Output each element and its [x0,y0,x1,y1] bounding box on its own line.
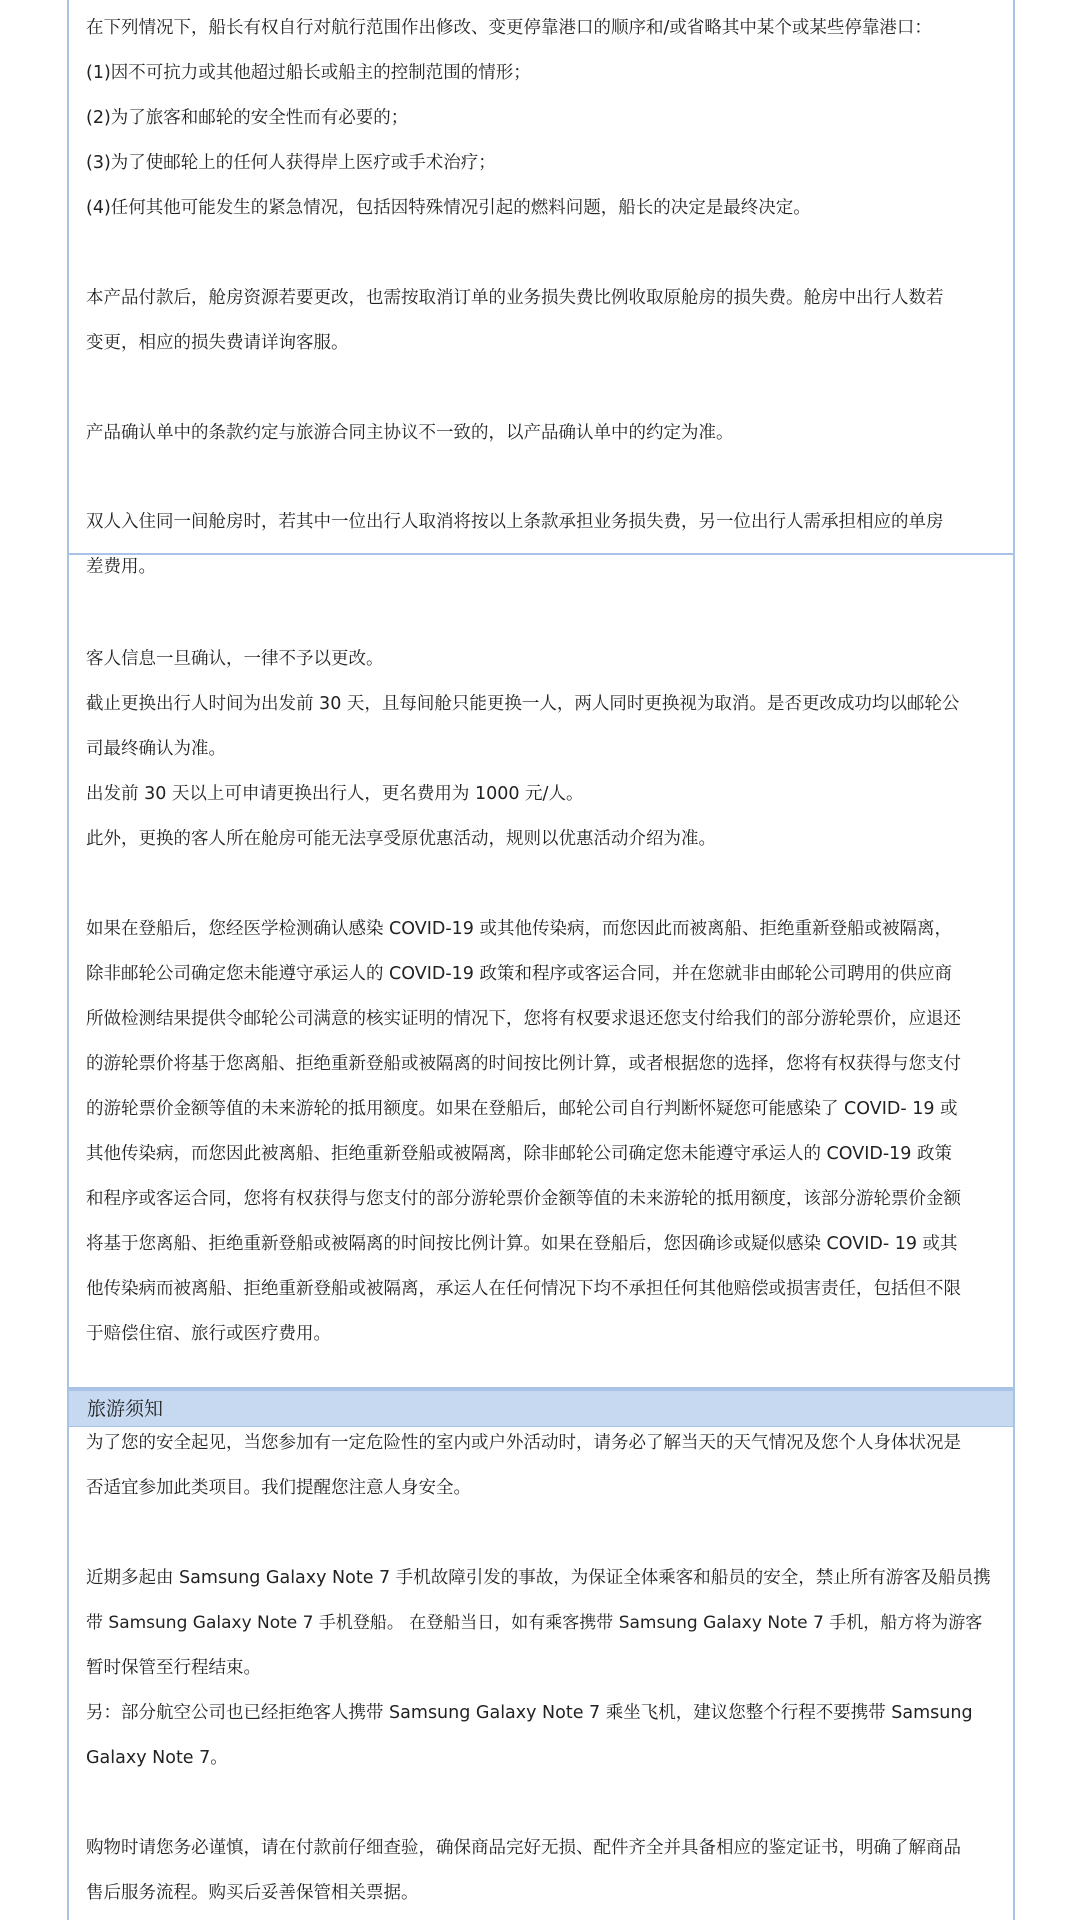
paragraph-line: 差费用。 [86,557,156,577]
paragraph-line: 和程序或客运合同，您将有权获得与您支付的部分游轮票价金额等值的未来游轮的抵用额度，该部分游轮票价金额 [86,1189,961,1209]
paragraph-line: (1)因不可抗力或其他超过船长或船主的控制范围的情形； [86,63,531,83]
confirmation-precedence-clause [86,411,1006,456]
itinerary-change-clause [86,6,1006,231]
double-occupancy-clause [86,500,1006,590]
paragraph-line: 客人信息一旦确认，一律不予以更改。 [86,649,384,669]
shopping-notice [86,1826,1006,1916]
paragraph-line: 变更，相应的损失费请详询客服。 [86,333,349,353]
paragraph-line: 在下列情况下，船长有权自行对航行范围作出修改、变更停靠港口的顺序和/或省略其中某个或某些停靠港口： [86,18,932,38]
paragraph-line: (3)为了使邮轮上的任何人获得岸上医疗或手术治疗； [86,153,496,173]
paragraph-line: 带 Samsung Galaxy Note 7 手机登船。 在登船当日，如有乘客携带 Samsung Galaxy Note 7 手机，船方将为游客 [86,1613,983,1633]
covid-19-clause [86,907,1006,1357]
paragraph-line: 此外，更换的客人所在舱房可能无法享受原优惠活动，规则以优惠活动介绍为准。 [86,829,716,849]
paragraph-line: 另：部分航空公司也已经拒绝客人携带 Samsung Galaxy Note 7 乘坐飞机，建议您整个行程不要携带 Samsung [86,1703,973,1723]
paragraph-line: 所做检测结果提供令邮轮公司满意的核实证明的情况下，您将有权要求退还您支付给我们的部分游轮票价，应退还 [86,1009,961,1029]
cabin-change-clause [86,276,1006,366]
paragraph-line: 如果在登船后，您经医学检测确认感染 COVID-19 或其他传染病，而您因此而被离船、拒绝重新登船或被隔离， [86,919,952,939]
paragraph-line: 近期多起由 Samsung Galaxy Note 7 手机故障引发的事故，为保证全体乘客和船员的安全，禁止所有游客及船员携 [86,1568,991,1588]
paragraph-line: 产品确认单中的条款约定与旅游合同主协议不一致的，以产品确认单中的约定为准。 [86,423,734,443]
paragraph-line: 出发前 30 天以上可申请更换出行人，更名费用为 1000 元/人。 [86,784,584,804]
paragraph-line: 售后服务流程。购买后妥善保管相关票据。 [86,1883,419,1903]
device-ban-notice [86,1556,1006,1781]
paragraph-line: 双人入住同一间舱房时，若其中一位出行人取消将按以上条款承担业务损失费，另一位出行人需承担相应的单房 [86,512,944,532]
paragraph-line: 否适宜参加此类项目。我们提醒您注意人身安全。 [86,1478,471,1498]
paragraph-line: (2)为了旅客和邮轮的安全性而有必要的； [86,108,409,128]
paragraph-line: 暂时保管至行程结束。 [86,1658,261,1678]
paragraph-line: 除非邮轮公司确定您未能遵守承运人的 COVID-19 政策和程序或客运合同，并在您就非由邮轮公司聘用的供应商 [86,964,952,984]
paragraph-line: (4)任何其他可能发生的紧急情况，包括因特殊情况引起的燃料问题，船长的决定是最终决定。 [86,198,811,218]
traveler-change-clause [86,637,1006,862]
paragraph-line: 的游轮票价将基于您离船、拒绝重新登船或被隔离的时间按比例计算，或者根据您的选择，您将有权获得与您支付 [86,1054,961,1074]
paragraph-line: 的游轮票价金额等值的未来游轮的抵用额度。如果在登船后，邮轮公司自行判断怀疑您可能感染了 COVID- 19 或 [86,1099,958,1119]
paragraph-line: 于赔偿住宿、旅行或医疗费用。 [86,1324,331,1344]
paragraph-line: 其他传染病，而您因此被离船、拒绝重新登船或被隔离，除非邮轮公司确定您未能遵守承运人的 COVID-19 政策 [86,1144,952,1164]
paragraph-line: 截止更换出行人时间为出发前 30 天，且每间舱只能更换一人，两人同时更换视为取消。是否更改成功均以邮轮公 [86,694,960,714]
safety-notice [86,1421,1006,1511]
paragraph-line: 将基于您离船、拒绝重新登船或被隔离的时间按比例计算。如果在登船后，您因确诊或疑似感染 COVID- 19 或其 [86,1234,958,1254]
paragraph-line: 他传染病而被离船、拒绝重新登船或被隔离，承运人在任何情况下均不承担任何其他赔偿或损害责任，包括但不限 [86,1279,961,1299]
paragraph-line: Galaxy Note 7。 [86,1748,228,1768]
paragraph-line: 为了您的安全起见，当您参加有一定危险性的室内或户外活动时，请务必了解当天的天气情况及您个人身体状况是 [86,1433,961,1453]
paragraph-line: 司最终确认为准。 [86,739,226,759]
paragraph-line: 本产品付款后，舱房资源若要更改，也需按取消订单的业务损失费比例收取原舱房的损失费。舱房中出行人数若 [86,288,944,308]
paragraph-line: 购物时请您务必谨慎，请在付款前仔细查验，确保商品完好无损、配件齐全并具备相应的鉴定证书，明确了解商品 [86,1838,961,1858]
travel-notice-header: 旅游须知 [67,1389,1015,1427]
